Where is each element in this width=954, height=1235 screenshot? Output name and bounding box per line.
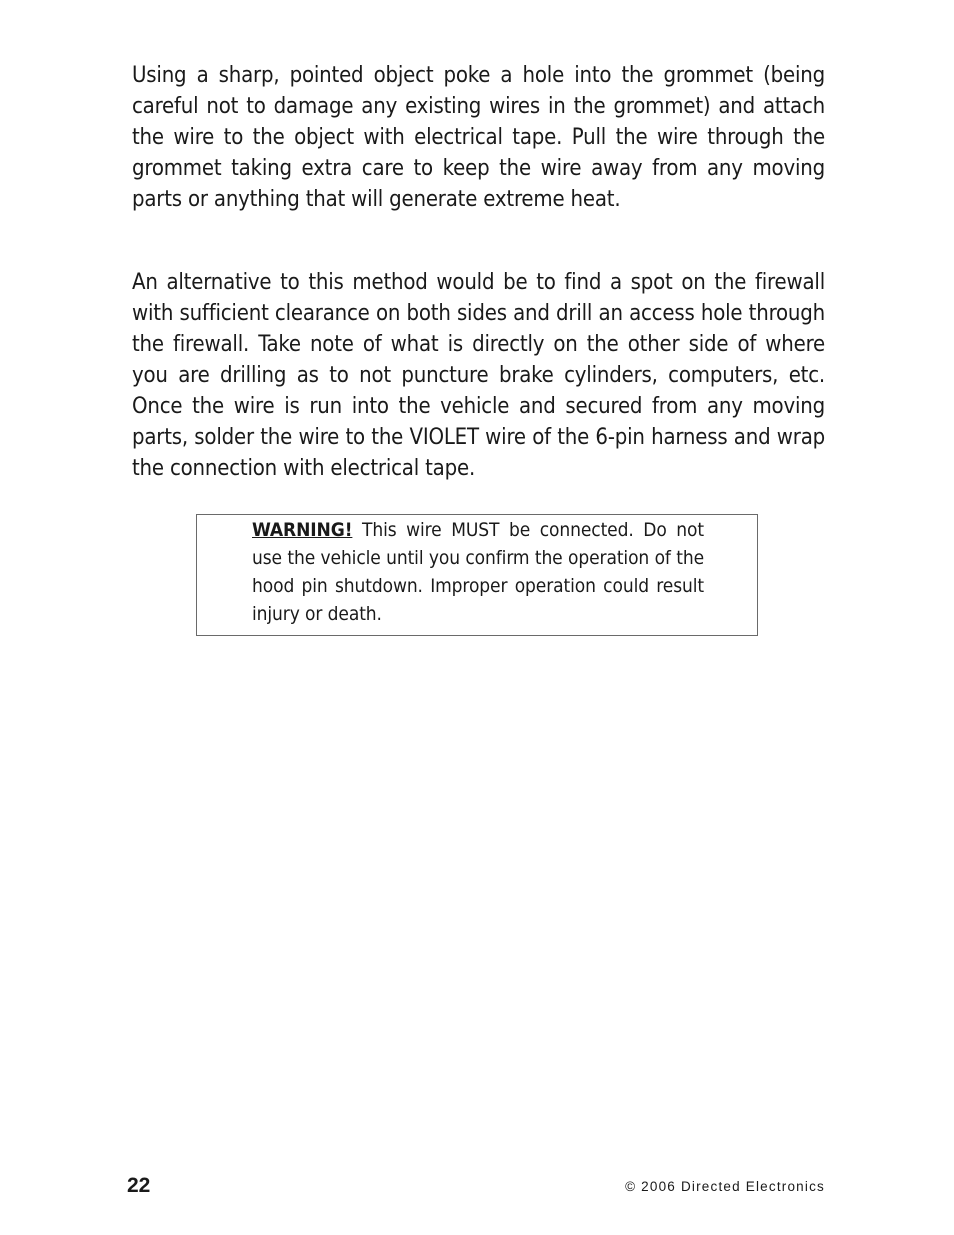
- warning-label: WARNING!: [252, 519, 353, 541]
- body-paragraph-1: Using a sharp, pointed object poke a hole into the grommet (being careful not to damage any existing wires in the grommet) and attach the wire to the object with electrical tape. Pull the wire through the grommet taking extra care to keep the wire away from any moving parts or anything that will generate extreme heat.: [132, 63, 825, 212]
- warning-text-block: [252, 516, 704, 628]
- page-number: 22: [127, 1174, 151, 1197]
- body-paragraph-2: An alternative to this method would be to find a spot on the firewall with sufficient clearance on both sides and drill an access hole through the firewall. Take note of what is directly on the other side of where you are drilling as to not puncture brake cylinders, computers, etc. Once the wire is run into the vehicle and secured from any moving parts, solder the wire to the VIOLET wire of the 6-pin harness and wrap the connection with electrical tape.: [132, 270, 825, 481]
- warning-message: This wire MUST be connected. Do not use the vehicle until you confirm the operation of the hood pin shutdown. Improper operation could result injury or death.: [252, 519, 704, 625]
- warning-box: [196, 514, 758, 636]
- copyright-notice: © 2006 Directed Electronics: [625, 1179, 825, 1194]
